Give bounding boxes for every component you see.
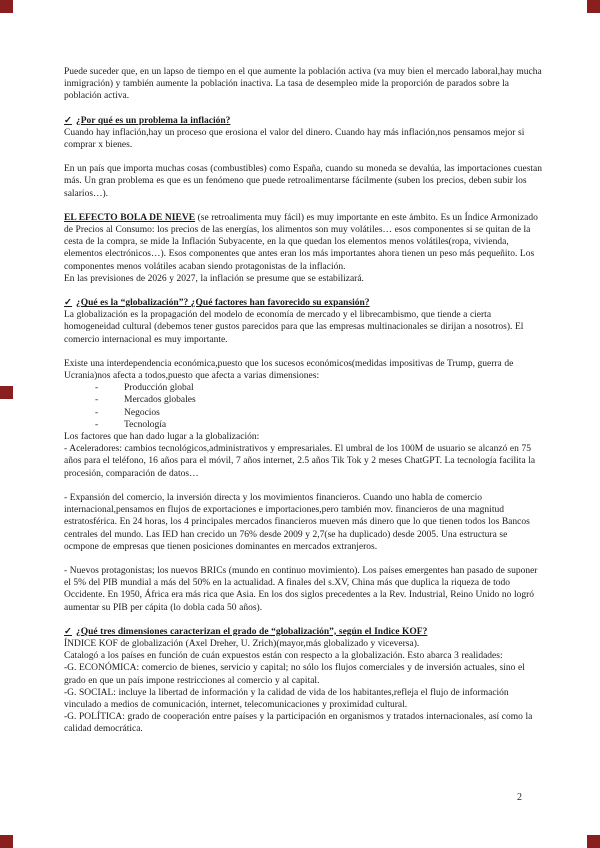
paragraph-factores-intro: Los factores que han dado lugar a la globalización: xyxy=(64,432,260,443)
bullet-text: Mercados globales xyxy=(124,395,196,406)
corner-marker-bottom-right xyxy=(587,835,600,848)
bullet-dash: - xyxy=(95,419,99,430)
check-icon: ✓ xyxy=(64,626,72,637)
corner-marker-top-left xyxy=(0,0,13,13)
edge-marker-left-middle xyxy=(0,386,13,399)
heading-problema-inflacion xyxy=(64,115,543,127)
page-number: 2 xyxy=(517,792,522,803)
paragraph-text: (se retroalimenta muy fácil) es muy importante en este ámbito. Es un Índice Armonizado de Precios al Consumo: los precios de las energías, los alimentos son muy volátiles… esos componentes si se quitan de la cesta de la compra, se mide la Inflación Subyacente, en la que quedan los elementos menos volátiles(ropa, vivienda, elementos electrónicos…). Esos componentes que antes eran los más importantes ahora tienen un peso más pequeñito. Los componentes menos volátiles acaban siendo protagonistas de la inflación. xyxy=(64,212,538,272)
paragraph-poblacion-activa: Puede suceder que, en un lapso de tiempo en el que aumente la población activa (va muy bien el mercado laboral,hay mucha inmigración) y también aumente la población inactiva. La tasa de desempleo mide la proporción de parados sobre la población activa. xyxy=(64,67,542,102)
paragraph-erosion-dinero: Cuando hay inflación,hay un proceso que erosiona el valor del dinero. Cuando hay más inflación,nos pensamos mejor si comprar x bienes. xyxy=(64,127,525,151)
bullet-item xyxy=(64,382,543,394)
bullet-list-dimensiones xyxy=(64,382,543,431)
paragraph-g-politica: -G. POLÍTICA: grado de cooperación entre países y la participación en organismos y tratados internacionales, así como la calidad democrática. xyxy=(64,712,533,735)
bullet-dash: - xyxy=(95,383,99,394)
check-icon: ✓ xyxy=(64,298,72,309)
paragraph-efecto-bola-nieve xyxy=(64,212,543,273)
paragraph-g-social: -G. SOCIAL: incluye la libertad de información y la calidad de vida de los habitantes,refleja el flujo de información vinculado a medios de comunicación, internet, telecomunicaciones y proximidad cultural. xyxy=(64,687,509,710)
paragraph-kof-definicion: ÍNDICE KOF de globalización (Axel Dreher, U. Zrich)(mayor,más globalizado y viceversa). xyxy=(64,638,420,649)
bullet-item xyxy=(64,407,543,419)
bold-lead-efecto-bola-nieve: EL EFECTO BOLA DE NIEVE xyxy=(64,212,196,223)
heading-indice-kof xyxy=(64,626,543,638)
bullet-text: Negocios xyxy=(124,407,160,418)
heading-globalizacion xyxy=(64,297,543,309)
bullet-dash: - xyxy=(95,407,99,418)
heading-text: ¿Qué es la “globalización”? ¿Qué factores han favorecido su expansión? xyxy=(75,298,370,309)
corner-marker-bottom-left xyxy=(0,835,13,848)
paragraph-previsiones: En las previsiones de 2026 y 2027, la inflación se presume que se estabilizará. xyxy=(64,273,364,284)
paragraph-g-economica: -G. ECONÓMICA: comercio de bienes, servicio y capital; no sólo los flujos comerciales y de inversión actuales, sino el grado en que un país impone restricciones al comercio y al capital. xyxy=(64,663,525,686)
heading-text: ¿Por qué es un problema la inflación? xyxy=(75,115,231,126)
heading-text: ¿Qué tres dimensiones caracterizan el grado de “globalización”, según el Indice KOF? xyxy=(75,626,428,637)
paragraph-importaciones: En un país que importa muchas cosas (combustibles) como España, cuando su moneda se devalúa, las importaciones cuestan más. Un gran problema es que es un fenómeno que puede retroalimentarse fácilmente (suben los precios, deben subir los salarios…). xyxy=(64,164,543,199)
check-icon: ✓ xyxy=(64,115,72,126)
bullet-text: Producción global xyxy=(124,383,194,394)
paragraph-nuevos-protagonistas: - Nuevos protagonistas; los nuevos BRICs (mundo en continuo movimiento). Los países emergentes han pasado de suponer el 5% del PIB mundial a más del 50% en la actualidad. A finales del s.XV, China más que duplica la riqueza de todo Occidente. En 1950, África era más rica que Asia. En los dos siglos precedentes a la Rev. Industrial, Reino Unido no logró aumentar su PIB per cápita (lo dobla cada 50 años). xyxy=(64,565,538,613)
paragraph-expansion-comercio: - Expansión del comercio, la inversión directa y los movimientos financieros. Cuando uno habla de comercio internacional,pensamos en flujos de exportaciones e importaciones,pero también mov. financieros de una magnitud estratosférica. En 24 horas, los 4 principales mercados financieros mueven más dinero que lo que tienen todos los Bancos centrales del mundo. Las IED han crecido un 76% desde 2009 y 2,7(se ha duplicado) desde 2005. Una estructura se ocmpone de empresas que tienen posiciones dominantes en mercados extranjeros. xyxy=(64,492,530,552)
paragraph-definicion-globalizacion: La globalización es la propagación del modelo de economía de mercado y el librecambismo, que tiende a cierta homogeneidad cultural (debemos tener gustos parecidos para que las empresas multinacionales se dirijan a nosotros). El comercio internacional es muy importante. xyxy=(64,310,524,345)
bullet-dash: - xyxy=(95,395,99,406)
bullet-item xyxy=(64,419,543,431)
corner-marker-top-right xyxy=(587,0,600,13)
paragraph-aceleradores: - Aceleradores: cambios tecnológicos,administrativos y empresariales. El umbral de los 100M de usuario se alcanzó en 75 años para el teléfono, 16 años para el móvil, 7 años internet, 2.5 años Tik Tok y 2 meses ChatGPT. La tecnología facilita la procesión, comparación de datos… xyxy=(64,444,536,479)
bullet-item xyxy=(64,394,543,406)
paragraph-kof-catalogo: Catalogó a los países en función de cuán expuestos están con respecto a la globalización. Esto abarca 3 realidades: xyxy=(64,651,503,662)
paragraph-interdependencia: Existe una interdependencia económica,puesto que los sucesos económicos(medidas impositivas de Trump, guerra de Ucrania)nos afecta a todos,puesto que afecta a varias dimensiones: xyxy=(64,358,514,382)
document-content xyxy=(64,66,543,736)
bullet-text: Tecnología xyxy=(124,419,167,430)
